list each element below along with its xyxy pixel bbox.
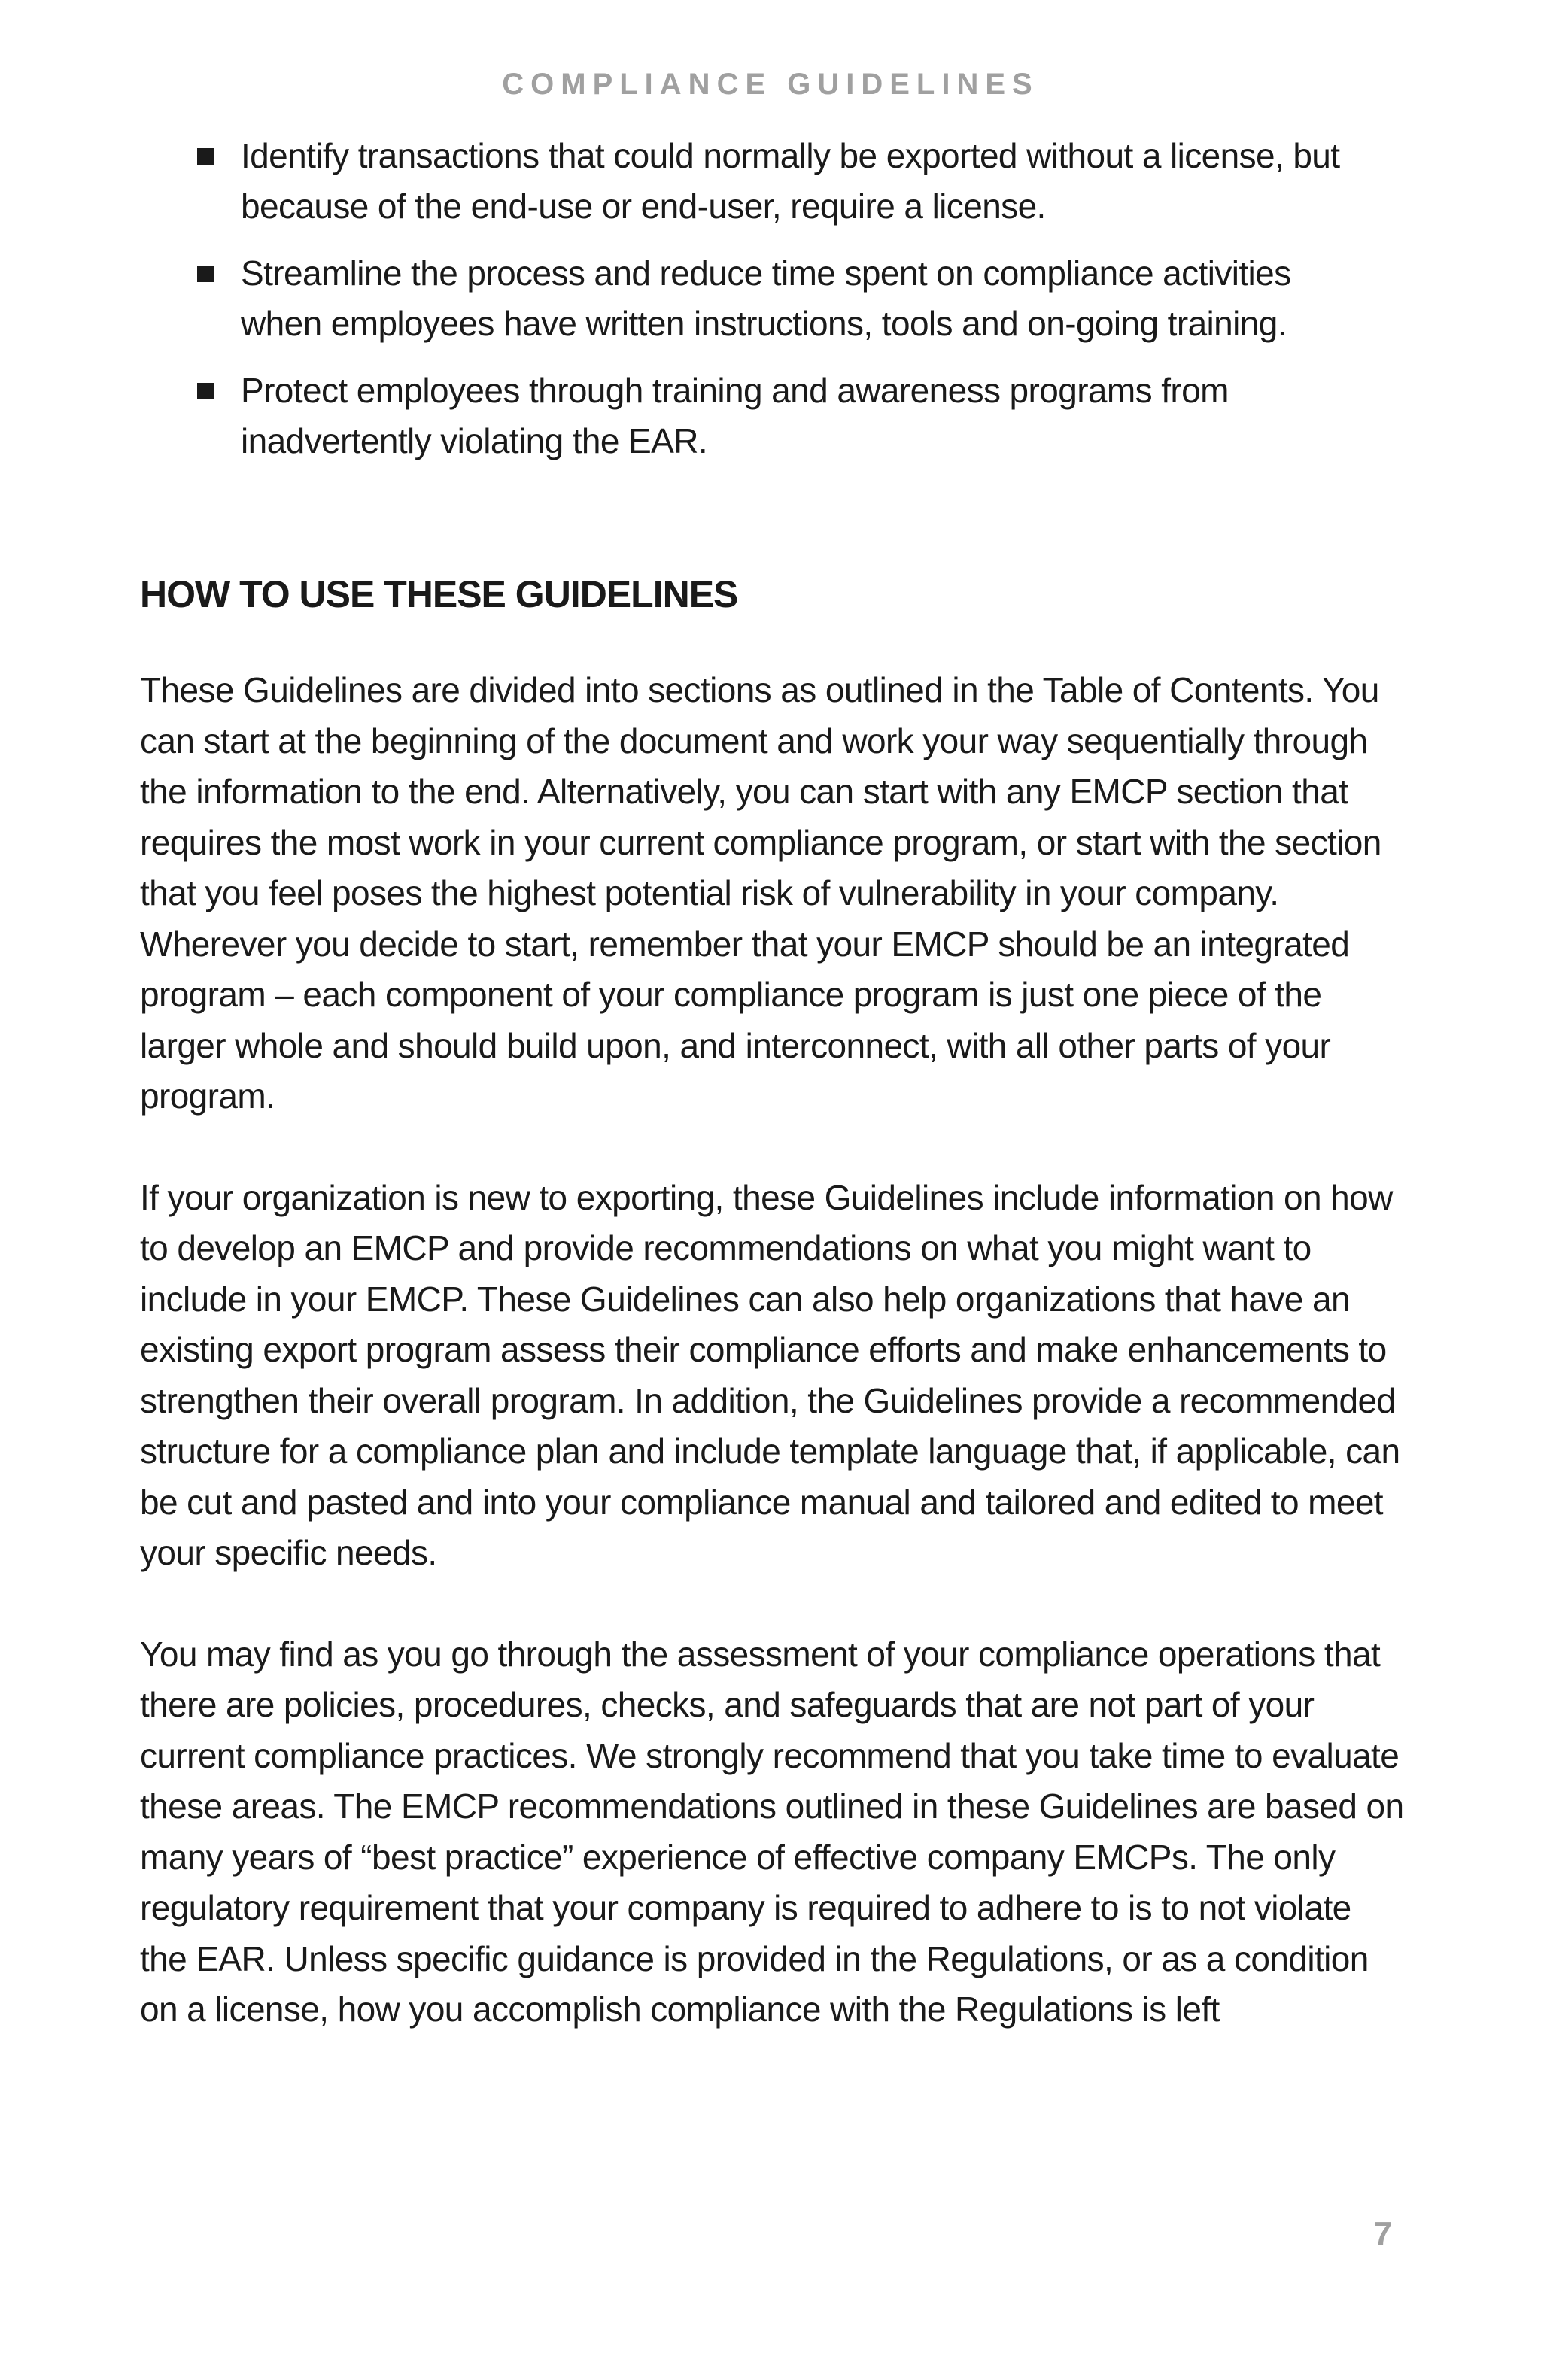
bullet-text: Protect employees through training and awareness programs from inadvertently violating the EAR. bbox=[241, 371, 1229, 460]
bullet-list bbox=[197, 131, 1371, 483]
list-item bbox=[197, 131, 1371, 232]
page-number: 7 bbox=[1373, 2215, 1392, 2252]
running-header: COMPLIANCE GUIDELINES bbox=[502, 68, 1039, 101]
list-item bbox=[197, 248, 1371, 349]
body-text bbox=[140, 665, 1404, 2086]
square-bullet-icon bbox=[197, 266, 214, 282]
square-bullet-icon bbox=[197, 383, 214, 399]
paragraph: You may find as you go through the assessment of your compliance operations that there are policies, procedures, checks, and safeguards that are not part of your current compliance practices. We strongly recommend that you take time to evaluate these areas. The EMCP recommendations outlined in these Guidelines are based on many years of “best practice” experience of effective company EMCPs. The only regulatory requirement that your company is required to adhere to is to not violate the EAR. Unless specific guidance is provided in the Regulations, or as a condition on a license, how you accomplish compliance with the Regulations is left bbox=[140, 1634, 1404, 2029]
bullet-text: Identify transactions that could normally be exported without a license, but because of the end-use or end-user, require a license. bbox=[241, 136, 1340, 226]
paragraph: These Guidelines are divided into sections as outlined in the Table of Contents. You can start at the beginning of the document and work your way sequentially through the information to the end. Alternatively, you can start with any EMCP section that requires the most work in your current compliance program, or start with the section that you feel poses the highest potential risk of vulnerability in your company. Wherever you decide to start, remember that your EMCP should be an integrated program – each component of your compliance program is just one piece of the larger whole and should build upon, and interconnect, with all other parts of your program. bbox=[140, 670, 1381, 1116]
square-bullet-icon bbox=[197, 148, 214, 165]
bullet-text: Streamline the process and reduce time spent on compliance activities when employees have written instructions, tools and on-going training. bbox=[241, 253, 1291, 343]
list-item bbox=[197, 366, 1371, 466]
paragraph: If your organization is new to exporting, these Guidelines include information on how to develop an EMCP and provide recommendations on what you might want to include in your EMCP. These Guidelines can also help organizations that have an existing export program assess their compliance efforts and make enhancements to strengthen their overall program. In addition, the Guidelines provide a recommended structure for a compliance plan and include template language that, if applicable, can be cut and pasted and into your compliance manual and tailored and edited to meet your specific needs. bbox=[140, 1177, 1400, 1572]
section-heading: HOW TO USE THESE GUIDELINES bbox=[140, 573, 738, 615]
